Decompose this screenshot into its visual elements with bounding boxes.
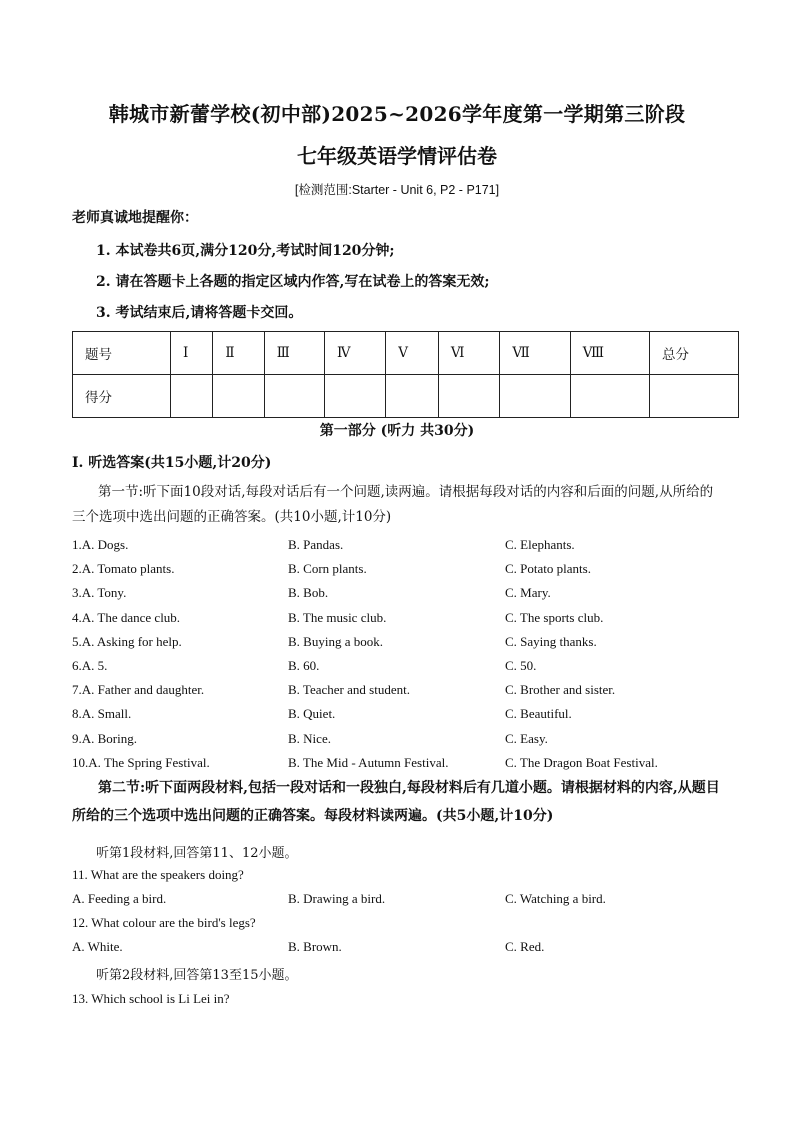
- option-c: C. Brother and sister.: [505, 682, 616, 697]
- part-title: 第一部分 (听力 共30分): [319, 423, 475, 439]
- option-a: 2.A. Tomato plants.: [72, 561, 175, 576]
- option-b: B. Drawing a bird.: [288, 891, 386, 906]
- option-a: 7.A. Father and daughter.: [72, 682, 205, 697]
- exam-scope: [检测范围:Starter - Unit 6, P2 - P171]: [294, 183, 500, 197]
- option-b: B. Corn plants.: [288, 561, 367, 576]
- option-b: B. Nice.: [288, 731, 331, 746]
- option-c: C. Beautiful.: [505, 706, 572, 721]
- score-cell: [324, 375, 385, 418]
- option-c: C. Red.: [505, 939, 545, 954]
- reminder-heading: 老师真诚地提醒你：: [72, 210, 198, 226]
- score-table: [72, 331, 739, 418]
- option-b: B. The music club.: [288, 610, 387, 625]
- option-b: B. Quiet.: [288, 706, 336, 721]
- section1-instructions: 第一节:听下面10段对话,每段对话后有一个问题,读两遍。请根据每段对话的内容和后面的问题,从所给的三个选项中选出问题的正确答案。(共10小题,计10分): [72, 484, 714, 525]
- option-a: 3.A. Tony.: [72, 585, 127, 600]
- score-cell: [650, 375, 739, 418]
- option-a: 1.A. Dogs.: [72, 537, 129, 552]
- option-c: C. Potato plants.: [505, 561, 591, 576]
- score-cell: [570, 375, 649, 418]
- option-a: 10.A. The Spring Festival.: [72, 755, 210, 770]
- section2-instructions: 第二节:听下面两段材料,包括一段对话和一段独白,每段材料后有几道小题。请根据材料的内容,从题目所给的三个选项中选出问题的正确答案。每段材料读两遍。(共5小题,计10分): [72, 780, 720, 824]
- option-c: C. The sports club.: [505, 610, 604, 625]
- option-a: A. Feeding a bird.: [72, 891, 167, 906]
- option-a: 8.A. Small.: [72, 706, 132, 721]
- table-row: [73, 332, 739, 375]
- question-stem: 11. What are the speakers doing?: [72, 867, 244, 882]
- table-row-label: 得分: [73, 375, 171, 418]
- score-cell: [386, 375, 439, 418]
- exam-title-line1: 韩城市新蕾学校(初中部)2025~2026学年度第一学期第三阶段: [108, 102, 686, 126]
- table-header-cell: 总分: [650, 332, 739, 375]
- option-b: B. The Mid - Autumn Festival.: [288, 755, 449, 770]
- option-a: 6.A. 5.: [72, 658, 108, 673]
- table-header-cell: Ⅳ: [324, 332, 385, 375]
- option-b: B. Bob.: [288, 585, 329, 600]
- option-a: 5.A. Asking for help.: [72, 634, 182, 649]
- table-header-cell: Ⅷ: [570, 332, 649, 375]
- option-a: A. White.: [72, 939, 123, 954]
- score-cell: [438, 375, 500, 418]
- question-stem: 13. Which school is Li Lei in?: [72, 991, 230, 1006]
- score-cell: [171, 375, 213, 418]
- option-b: B. Pandas.: [288, 537, 344, 552]
- score-cell: [264, 375, 324, 418]
- option-b: B. Teacher and student.: [288, 682, 410, 697]
- score-cell: [500, 375, 570, 418]
- option-a: 4.A. The dance club.: [72, 610, 181, 625]
- table-header-cell: 题号: [73, 332, 171, 375]
- option-c: C. Watching a bird.: [505, 891, 606, 906]
- exam-title-line2: 七年级英语学情评估卷: [297, 144, 497, 168]
- reminder-item: 3. 考试结束后,请将答题卡交回。: [96, 305, 303, 321]
- section-title: Ⅰ. 听选答案(共15小题,计20分): [72, 455, 272, 471]
- option-b: B. Buying a book.: [288, 634, 383, 649]
- option-c: C. The Dragon Boat Festival.: [505, 755, 658, 770]
- option-b: B. Brown.: [288, 939, 342, 954]
- option-c: C. 50.: [505, 658, 537, 673]
- option-c: C. Elephants.: [505, 537, 575, 552]
- option-c: C. Mary.: [505, 585, 551, 600]
- table-header-cell: Ⅶ: [500, 332, 570, 375]
- material-note: 听第1段材料,回答第11、12小题。: [96, 846, 298, 861]
- reminder-item: 2. 请在答题卡上各题的指定区域内作答,写在试卷上的答案无效;: [96, 274, 490, 290]
- table-header-cell: Ⅴ: [386, 332, 439, 375]
- option-c: C. Easy.: [505, 731, 548, 746]
- table-header-cell: Ⅵ: [438, 332, 500, 375]
- option-b: B. 60.: [288, 658, 320, 673]
- material-note: 听第2段材料,回答第13至15小题。: [96, 968, 298, 983]
- option-c: C. Saying thanks.: [505, 634, 597, 649]
- option-a: 9.A. Boring.: [72, 731, 137, 746]
- table-header-cell: Ⅰ: [171, 332, 213, 375]
- reminder-item: 1. 本试卷共6页,满分120分,考试时间120分钟;: [96, 243, 395, 259]
- score-cell: [213, 375, 264, 418]
- question-stem: 12. What colour are the bird's legs?: [72, 915, 256, 930]
- table-header-cell: Ⅲ: [264, 332, 324, 375]
- table-row: [73, 375, 739, 418]
- table-header-cell: Ⅱ: [213, 332, 264, 375]
